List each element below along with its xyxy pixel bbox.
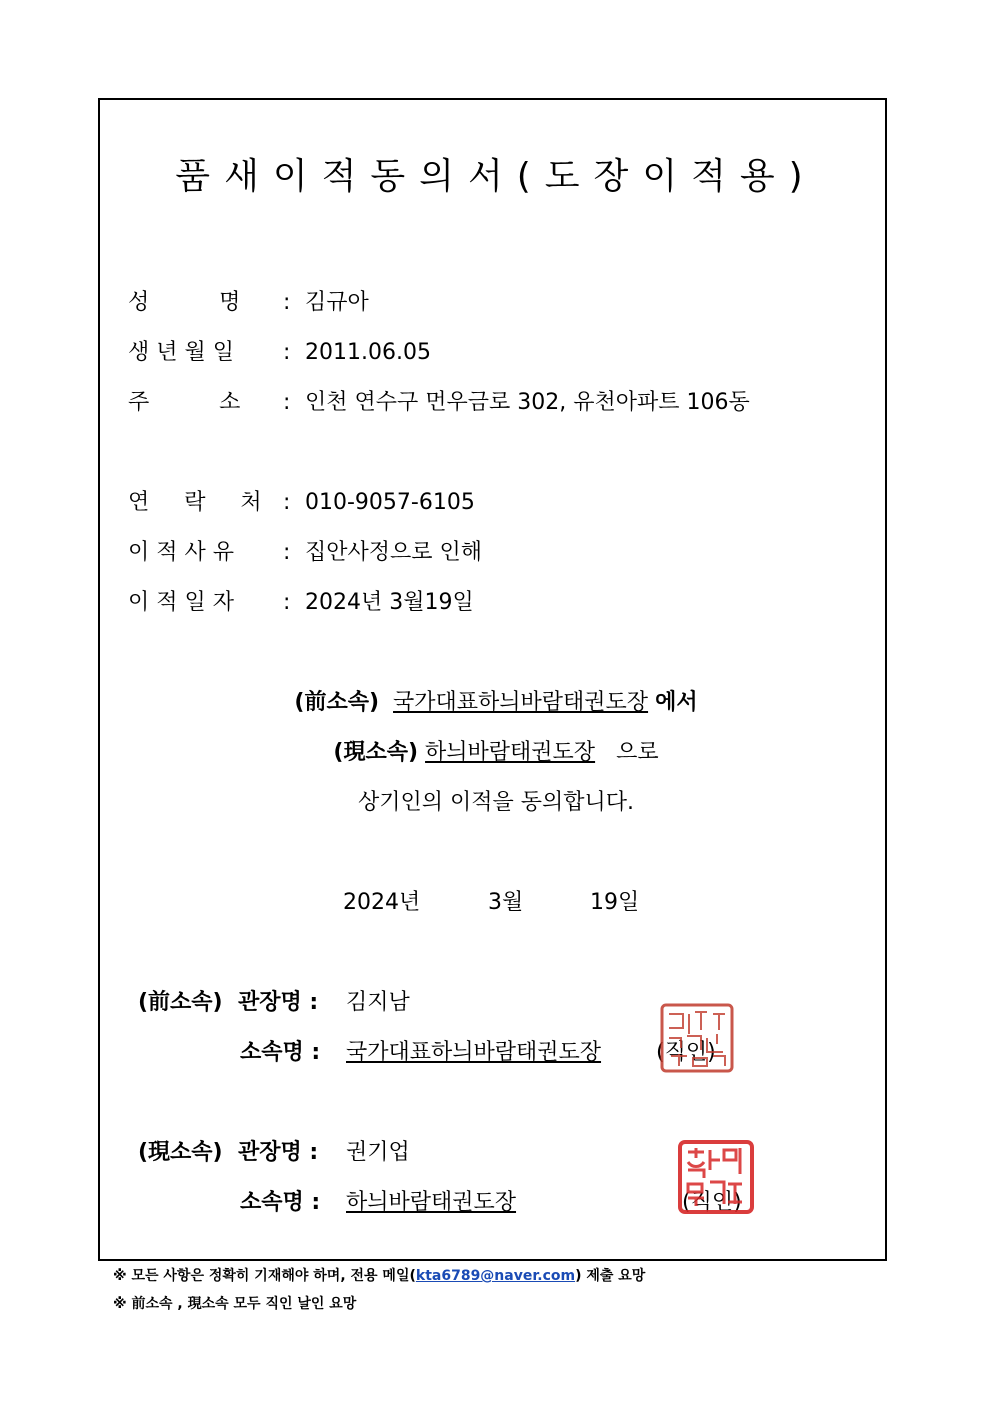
date-day: 19일: [590, 890, 640, 915]
curr-org-label: 소속명 :: [240, 1190, 321, 1215]
to-suffix: 으로: [616, 740, 659, 765]
field-value: 집안사정으로 인해: [305, 540, 483, 565]
curr-affiliation-label: (現소속): [333, 740, 419, 765]
curr-org-name: 하늬바람태권도장: [346, 1190, 517, 1215]
curr-head-name: 권기업: [346, 1140, 410, 1165]
curr-head-label: 관장명 :: [238, 1140, 319, 1165]
document-border: [98, 98, 887, 1261]
curr-seal-stamp-icon: [678, 1140, 754, 1214]
field-label: 성 명: [128, 290, 241, 315]
field-label: 생 년 월 일: [128, 340, 234, 365]
date-month: 3월: [488, 890, 524, 915]
prev-seal-text: (직인): [656, 1040, 716, 1065]
field-label: 이 적 일 자: [128, 590, 234, 615]
prev-dojang-name: 국가대표하늬바람태권도장: [393, 690, 649, 715]
prev-affiliation-label: (前소속): [294, 690, 380, 715]
field-value: 김규아: [305, 290, 369, 315]
field-label: 연 락 처: [128, 490, 262, 515]
prev-org-label: 소속명 :: [240, 1040, 321, 1065]
field-name: 성 명 : 김규아: [128, 285, 369, 316]
field-value: 2011.06.05: [305, 340, 431, 365]
footnote-line-2: ※ 前소속 , 現소속 모두 직인 날인 요망: [113, 1296, 357, 1312]
field-address: 주 소 : 인천 연수구 먼우금로 302, 유천아파트 106동: [128, 385, 750, 416]
curr-seal-text: (직인): [682, 1190, 742, 1215]
from-suffix: 에서: [655, 690, 698, 715]
field-birthdate: 생 년 월 일 : 2011.06.05: [128, 335, 431, 366]
prev-head-name: 김지남: [346, 990, 410, 1015]
field-value: 010-9057-6105: [305, 490, 475, 515]
curr-dojang-name: 하늬바람태권도장: [425, 740, 596, 765]
prev-seal-stamp-icon: [659, 1002, 735, 1074]
email-link[interactable]: kta6789@naver.com: [415, 1268, 576, 1284]
prev-head-label: 관장명 :: [238, 990, 319, 1015]
footnote-line-1: [113, 1265, 645, 1285]
field-contact: 연 락 처 : 010-9057-6105: [128, 485, 475, 516]
prev-block-label: (前소속): [138, 990, 223, 1015]
curr-block-label: (現소속): [138, 1140, 223, 1165]
field-reason: 이 적 사 유 : 집안사정으로 인해: [128, 535, 482, 566]
footnote-text: ) 제출 요망: [575, 1268, 646, 1284]
field-label: 주 소: [128, 390, 241, 415]
field-transfer-date: 이 적 일 자 : 2024년 3월19일: [128, 585, 474, 616]
consent-statement: 상기인의 이적을 동의합니다.: [357, 790, 634, 815]
prev-org-name: 국가대표하늬바람태권도장: [346, 1040, 602, 1065]
field-value: 인천 연수구 먼우금로 302, 유천아파트 106동: [305, 390, 750, 415]
document-title: 품새이적동의서(도장이적용): [175, 156, 817, 197]
transfer-to-line: [0, 735, 992, 766]
transfer-from-line: [0, 685, 992, 716]
field-label: 이 적 사 유: [128, 540, 234, 565]
field-value: 2024년 3월19일: [305, 590, 474, 615]
footnote-text: ※ 모든 사항은 정확히 기재해야 하며, 전용 메일(: [113, 1268, 416, 1284]
date-year: 2024년: [343, 890, 421, 915]
